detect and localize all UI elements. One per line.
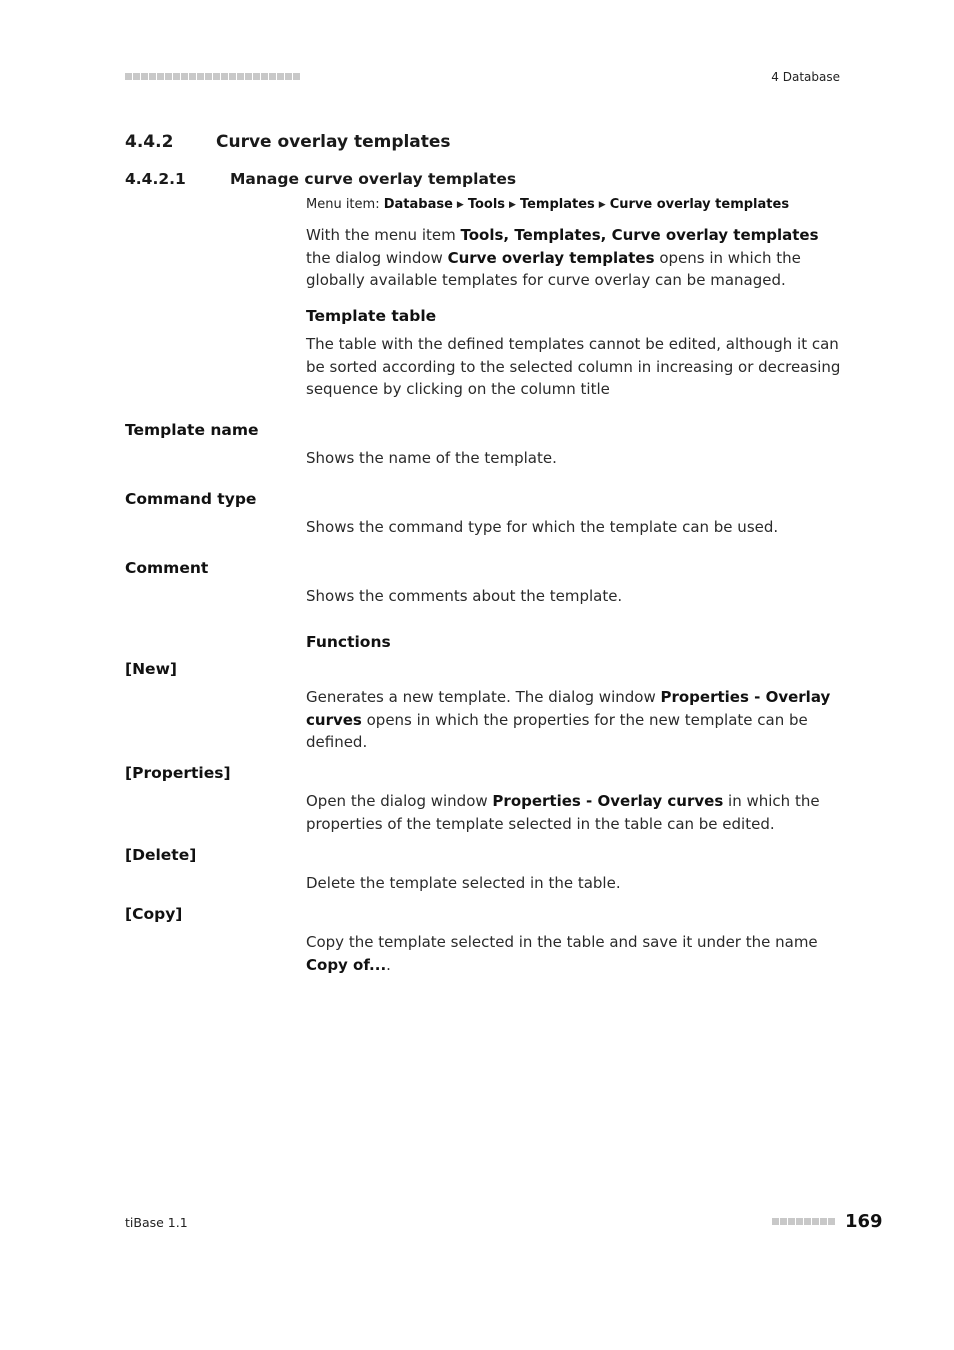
subsection-number: 4.4.2.1 (125, 170, 186, 188)
section-title: Curve overlay templates (216, 132, 451, 152)
subsection-heading (125, 170, 516, 188)
page-number: 169 (845, 1211, 883, 1232)
column-desc-comment: Shows the comments about the template. (306, 587, 623, 605)
footer-product: tiBase 1.1 (125, 1215, 188, 1230)
intro-paragraph: With the menu item Tools, Templates, Curve overlay templates the dialog window Curve overlay templates opens in which the globally available templates for curve overlay can be managed. (306, 226, 819, 290)
menu-path-database: Database (383, 197, 453, 212)
template-table-text: The table with the defined templates cannot be edited, although it can be sorted according to the selected column in increasing or decreasing sequence by clicking on the column title (306, 335, 841, 399)
section-heading (125, 132, 451, 152)
function-label-properties: [Properties] (125, 764, 231, 782)
column-label-template-name: Template name (125, 421, 259, 439)
menu-path-tools: Tools (467, 197, 506, 212)
triangle-right-icon: ▶ (456, 200, 464, 210)
function-desc-properties: Open the dialog window Properties - Overlay curves in which the properties of the template selected in the table can be edited. (306, 792, 820, 833)
menu-path-templates: Templates (519, 197, 595, 212)
functions-heading: Functions (306, 633, 391, 651)
function-desc-new: Generates a new template. The dialog window Properties - Overlay curves opens in which the properties for the new template can be defined. (306, 688, 831, 752)
function-desc-copy: Copy the template selected in the table and save it under the name Copy of.... (306, 933, 818, 974)
template-table-heading: Template table (306, 307, 437, 325)
function-label-delete: [Delete] (125, 846, 197, 864)
section-number: 4.4.2 (125, 132, 174, 152)
column-desc-command-type: Shows the command type for which the template can be used. (306, 518, 779, 536)
function-label-copy: [Copy] (125, 905, 183, 923)
triangle-right-icon: ▶ (509, 200, 516, 210)
column-label-comment: Comment (125, 559, 209, 577)
subsection-title: Manage curve overlay templates (230, 170, 517, 188)
header-chapter: 4 Database (771, 70, 840, 84)
triangle-right-icon: ▶ (598, 200, 606, 210)
column-desc-template-name: Shows the name of the template. (306, 449, 557, 467)
footer-decoration (772, 1218, 835, 1225)
function-desc-delete: Delete the template selected in the table. (306, 874, 621, 892)
menu-path-curve-overlay: Curve overlay templates (609, 197, 790, 212)
menu-item-prefix: Menu item: (306, 197, 380, 212)
column-label-command-type: Command type (125, 490, 257, 508)
menu-item-path (306, 197, 789, 212)
function-label-new: [New] (125, 660, 177, 678)
header-decoration (125, 73, 300, 80)
